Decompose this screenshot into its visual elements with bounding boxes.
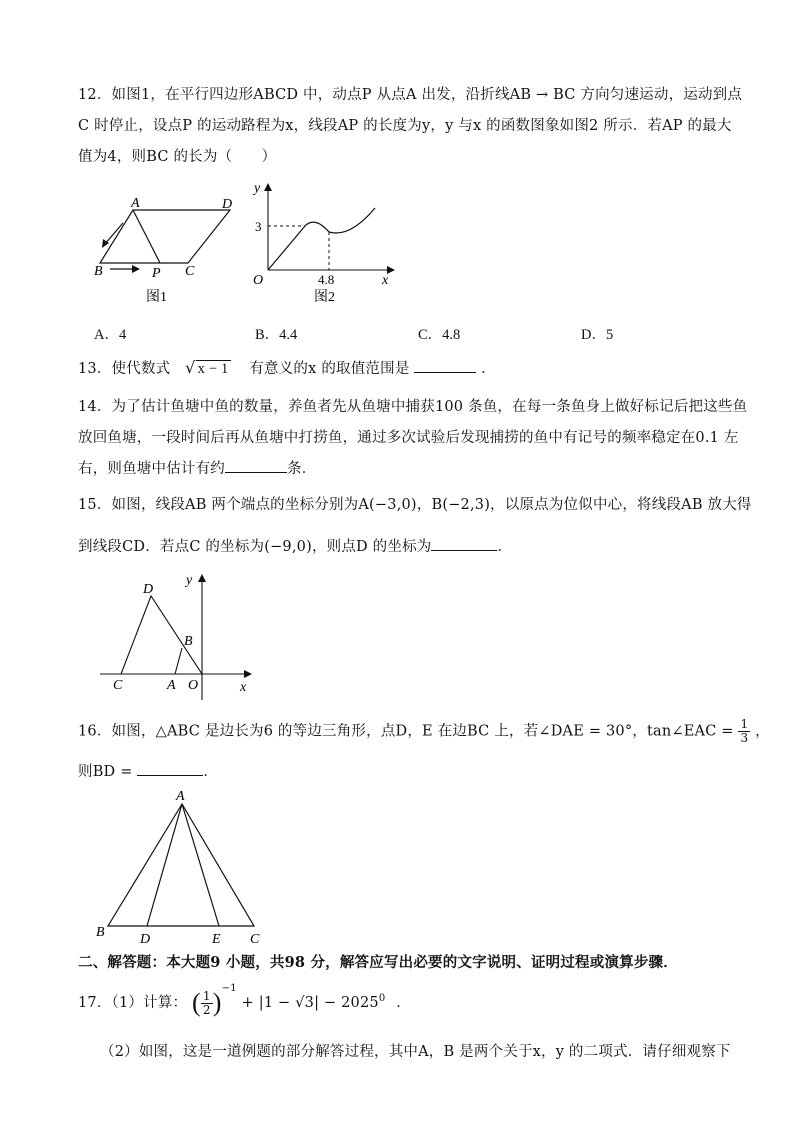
triangle-abc [108,804,254,926]
q13-post: 有意义的x 的取值范围是 [249,361,410,377]
label-b: B [96,925,105,940]
option-d: D．5 [581,327,614,343]
label-d: D [143,582,154,597]
label-c: C [113,678,123,693]
label-a: A [131,196,140,211]
q17-part1 [78,983,411,1018]
q15-line2-post: ． [497,539,513,555]
tick-y-3: 3 [255,219,262,234]
x-axis-arrow-icon [244,670,252,678]
q13-pre: 13．使代数式 [78,361,171,377]
q13-radicand: x − 1 [197,361,229,377]
q17-p1-pre: 17．（1）计算： [78,995,188,1011]
q13-answer-blank [414,360,476,373]
q16-line2-post: ． [203,764,219,780]
tick-x-48: 4.8 [318,272,335,287]
q17-exponent: −1 [221,983,237,995]
q17-fraction [201,990,213,1017]
option-c: C．4.8 [418,327,461,343]
q17-p1-end: ． [396,995,411,1011]
label-d: D [222,197,233,212]
q13-end: ． [481,361,496,377]
q17-frac-num: 1 [202,988,211,1003]
q15-answer-blank [431,538,497,551]
q17-frac-den: 2 [202,1002,211,1017]
q17-part2: （2）如图，这是一道例题的部分解答过程，其中A，B 是两个关于x，y 的二项式．请仔细观察下 [100,1044,731,1060]
q12-line3: 值为4，则BC 的长为（ ） [78,149,277,165]
q15-line1: 15．如图，线段AB 两个端点的坐标分别为A(−3,0)，B(−2,3)，以原点为位似中心，将线段AB 放大得 [78,497,752,513]
label-a: A [176,789,185,804]
y-axis-arrow-icon [264,183,272,191]
q14-line3-pre: 右，则鱼塘中估计有约 [78,461,225,477]
q12-figure2 [250,176,400,306]
option-a: A．4 [94,327,127,343]
q12-line2: C 时停止，设点P 的运动路程为x，线段AP 的长度为y，y 与x 的函数图象如图2 所示．若AP 的最大 [78,118,732,134]
q13-radical: √ x − 1 [185,358,229,377]
label-e: E [212,932,221,947]
segment-ad [147,804,182,926]
label-d: D [140,932,151,947]
q17-exponent-zero: 0 [378,993,386,1005]
q15-line2 [78,535,512,556]
q13-line [78,357,496,378]
section-heading: 二、解答题：本大题9 小题，共98 分，解答应写出必要的文字说明、证明过程或演算步骤． [78,954,678,971]
label-b: B [94,264,103,279]
q14-line3 [78,457,316,478]
q12-line1: 12．如图1，在平行四边形ABCD 中，动点P 从点A 出发，沿折线AB → BC 方向匀速运动，运动到点 [78,87,743,103]
q16-line2-pre: 则BD = [78,764,133,780]
caption-fig2: 图2 [314,290,335,305]
q15-figure [96,568,266,703]
segment-ab [175,648,182,674]
q14-line1: 14．为了估计鱼塘中鱼的数量，养鱼者先从鱼塘中捕获100 条鱼，在每一条鱼身上做好标记后把这些鱼 [78,399,748,415]
label-a: A [167,678,176,693]
q16-figure [92,786,272,948]
axis-y-label: y [254,181,261,196]
q14-answer-blank [225,460,287,473]
arrow-bc-head-icon [132,265,140,273]
q12-figure1 [88,195,248,305]
q16-answer-blank [137,763,203,776]
option-b: B．4.4 [255,327,298,343]
segment-ae [182,804,219,926]
segment-ap [133,210,160,263]
q16-line1 [78,718,770,745]
label-p: P [152,266,161,281]
label-o: O [188,678,199,693]
q16-fraction [738,718,750,745]
axis-x-label: x [240,680,247,695]
q16-frac-den: 3 [740,731,749,745]
label-c: C [185,264,195,279]
paren-right: ) [212,988,222,1017]
q16-line1-pre: 16．如图，△ABC 是边长为6 的等边三角形，点D，E 在边BC 上，若∠DAE = 30°，tan∠EAC = [78,723,734,740]
label-b: B [184,634,193,649]
paren-left: ( [192,988,201,1017]
caption-fig1: 图1 [146,290,167,305]
q16-frac-num: 1 [740,717,749,731]
axis-y-label: y [186,573,193,588]
graph-curve-part [305,208,375,233]
q14-line2: 放回鱼塘，一段时间后再从鱼塘中打捞鱼，通过多次试验后发现捕捞的鱼中有记号的频率稳定在0.1 左 [78,430,739,446]
q16-line1-post: ， [755,723,770,740]
q14-line3-post: 条． [287,461,317,477]
parallelogram-abcd [100,210,230,263]
origin-label: O [253,273,264,288]
label-c: C [250,932,260,947]
axis-x-label: x [382,273,389,288]
q16-line2 [78,760,218,781]
graph-linear-part [268,226,305,270]
q15-line2-pre: 到线段CD．若点C 的坐标为(−9,0)，则点D 的坐标为 [78,539,432,555]
y-axis-arrow-icon [198,574,206,582]
q17-p1-mid: + |1 − √3| − 2025 [241,995,379,1011]
